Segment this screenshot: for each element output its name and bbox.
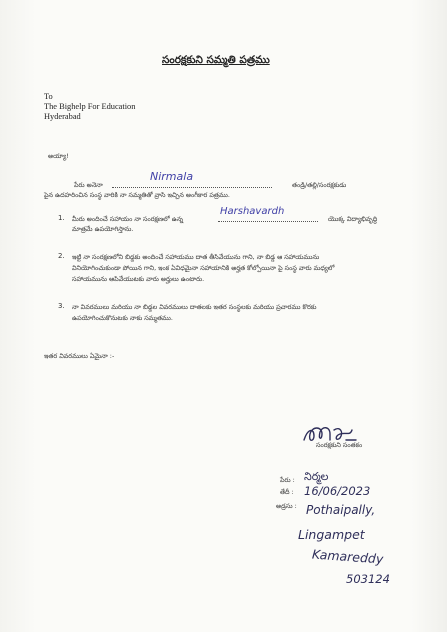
- signature-label: సంరక్షకుని సంతకం: [316, 441, 363, 449]
- address-to: To: [44, 92, 53, 101]
- address-line-1: Lingampet: [298, 527, 365, 542]
- item-2-line2: వినియోగించుకుండా పోయిన గాని, ఇంక ఏవిధమైనా సహాయానికి అర్హత కోల్పోయినా పై సంస్థ వారు మధ్యలో: [72, 264, 335, 272]
- item-1-number: 1.: [58, 214, 65, 222]
- address-line-2: Kamareddy: [311, 546, 384, 567]
- document-title: సంరక్షకుని సమ్మతి పత్రము: [162, 54, 270, 66]
- address-org: The Bighelp For Education: [44, 102, 136, 111]
- address-line-3: 503124: [346, 572, 390, 586]
- name-dotted-line: [112, 187, 272, 188]
- item-2-line3: సహాయమును ఆపివేయుటకు వారు అర్హులు ఉంటారు.: [72, 275, 205, 283]
- salutation: అయ్యా!: [48, 152, 69, 160]
- item-1-line1-prefix: మీరు అందించే సహాయం నా సంరక్షణలో ఉన్న: [72, 215, 184, 223]
- child-dotted-line: [218, 221, 318, 222]
- intro-line2: పైన ఉదహరించిన సంస్థ వారికి నా సమ్మతితో వ్రాసి ఇచ్చిన అంగీకార పత్రము.: [44, 191, 230, 199]
- intro-prefix: పేరు అనెనా: [74, 181, 103, 189]
- item-2-number: 2.: [58, 252, 65, 260]
- handwritten-parent-name: Nirmala: [150, 170, 194, 183]
- field-name-value: నిర్మల: [304, 470, 329, 483]
- address-city: Hyderabad: [44, 112, 81, 121]
- item-3-number: 3.: [58, 302, 65, 310]
- field-name-label: పేరు :: [280, 476, 295, 484]
- handwritten-child-name: Harshavardh: [220, 206, 285, 217]
- field-address-label: అడ్రసు :: [276, 502, 297, 510]
- item-2-line1: ఇట్టి నా సంరక్షణలోని బిడ్డకు అందించే సహాయము దాత తీసివేయును గాని, నా బిడ్డ ఆ సహాయమును: [72, 253, 320, 261]
- intro-suffix: తండ్రి/తల్లి/సంరక్షకుడు: [292, 181, 347, 189]
- other-details-label: ఇతర వివరములు ఏమైనా :-: [44, 352, 115, 360]
- field-address-value: Pothaipally,: [306, 503, 376, 517]
- item-3-line1: నా వివరములు మరియు నా బిడ్డల వివరములు దాతలకు ఇతర సంస్థలకు మరియు ప్రచారము కొరకు: [72, 303, 317, 311]
- field-date-label: తేదీ :: [280, 488, 294, 496]
- field-date-value: 16/06/2023: [304, 484, 371, 498]
- item-1-line2: మాత్రమే ఉపయోగిస్తాను.: [72, 225, 134, 233]
- item-1-line1-suffix: యొక్క విద్యాభివృద్ధి: [328, 215, 378, 223]
- item-3-line2: ఉపయోగించుకొనుటకు నాకు సమ్మతము.: [72, 314, 173, 322]
